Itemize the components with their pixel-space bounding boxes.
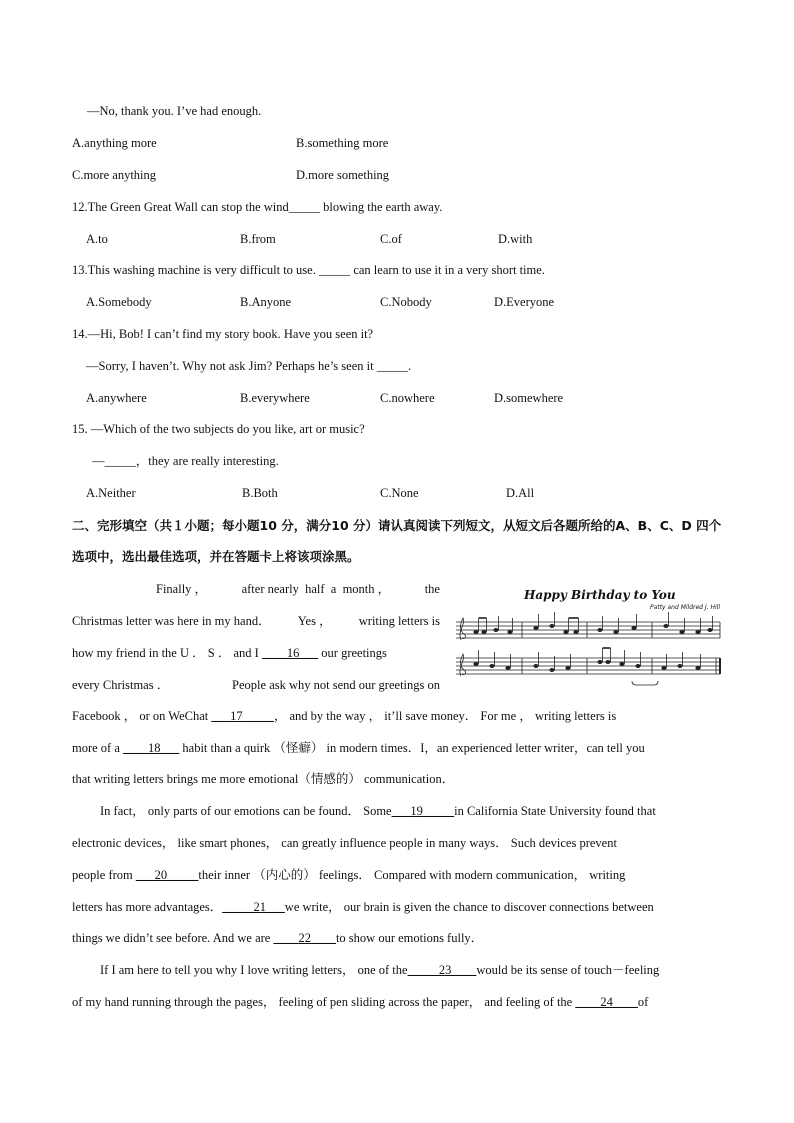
q11-option-c: C.more anything xyxy=(72,168,157,182)
section-2-title: 二、完形填空（共１小题；每小题10 分，满分10 分）请认真阅读下列短文，从短文后各题所给的A、B、C、D 四个选项中，选出最佳选项，并在答题卡上将该项涂黑。 xyxy=(72,518,722,564)
blank-20: ___20_____ xyxy=(135,868,199,882)
passage-p3-line-2 xyxy=(72,994,648,1010)
blank-22: ____22____ xyxy=(273,931,336,945)
q14-option-d: D.somewhere xyxy=(494,391,564,405)
passage-text: in California State University found that xyxy=(454,804,656,818)
passage-text: letters has more advantages． xyxy=(72,900,223,914)
passage-text: would be its sense of touch－feeling xyxy=(476,963,660,977)
q14-reply: —Sorry, I haven’t. Why not ask Jim? Perhaps he’s seen it _____. xyxy=(86,359,412,373)
passage-p2-line-4 xyxy=(72,899,654,915)
q12-option-a: A.to xyxy=(86,232,108,246)
passage-text: habit than a quirk （怪癖） in modern times．I，an experienced letter writer，can tell you xyxy=(179,741,645,755)
q15-stem: 15. —Which of the two subjects do you like, art or music? xyxy=(72,422,365,436)
passage-text: our greetings xyxy=(318,646,387,660)
passage-text: after nearly half a month ， xyxy=(241,582,391,596)
q13-option-c: C.Nobody xyxy=(380,295,432,309)
q14-option-a: A.anywhere xyxy=(86,391,147,405)
blank-24: ____24____ xyxy=(575,995,638,1009)
q12-option-d: D.with xyxy=(498,232,533,246)
q14-stem: 14.—Hi, Bob! I can’t find my story book. Have you seen it? xyxy=(72,327,374,341)
q11-option-a: A.anything more xyxy=(72,136,157,150)
passage-text: ， and by the way ， it’ll save money． For me ， writing letters is xyxy=(273,709,617,723)
passage-p2-line-5 xyxy=(72,930,483,946)
q15-option-b: B.Both xyxy=(242,486,278,500)
q11-option-b: B.something more xyxy=(296,136,389,150)
passage-text: writing letters is xyxy=(358,614,440,628)
passage-text: every Christmas ． xyxy=(72,678,170,692)
q13-stem: 13.This washing machine is very difficult to use. _____ can learn to use it in a very short time. xyxy=(72,263,545,277)
passage-text: Christmas letter was here in my hand． xyxy=(72,614,271,628)
blank-17: ___17_____ xyxy=(211,709,274,723)
passage-line-1 xyxy=(72,581,440,597)
passage-line-5 xyxy=(72,708,616,724)
passage-p3-line-1 xyxy=(100,962,659,978)
passage-line-2 xyxy=(72,613,440,629)
passage-p2-line-1 xyxy=(100,803,656,819)
q13-option-a: A.Somebody xyxy=(86,295,152,309)
blank-23: _____23____ xyxy=(407,963,477,977)
passage-text: of xyxy=(637,995,649,1009)
q11-option-d: D.more something xyxy=(296,168,390,182)
q12-option-c: C.of xyxy=(380,232,402,246)
passage-text: of my hand running through the pages， feeling of pen sliding across the paper， and feeling of the xyxy=(72,995,576,1009)
birthday-song-sheet-music xyxy=(452,586,724,692)
passage-line-3 xyxy=(72,645,387,661)
music-title: Happy Birthday to You xyxy=(524,588,676,602)
passage-text: we write， our brain is given the chance to discover connections between xyxy=(284,900,654,914)
passage-text: In fact， only parts of our emotions can be found． Some xyxy=(100,804,392,818)
blank-18: ____18___ xyxy=(123,741,180,755)
staff-notation-icon xyxy=(452,586,724,692)
passage-text: things we didn’t see before. And we are xyxy=(72,931,274,945)
q15-reply: —_____，they are really interesting. xyxy=(92,454,279,468)
passage-p2-line-3 xyxy=(72,867,625,883)
q11-reply: —No, thank you. I’ve had enough. xyxy=(87,104,262,118)
passage-line-6 xyxy=(72,740,645,756)
passage-text: Facebook ， or on WeChat xyxy=(72,709,212,723)
blank-21: _____21___ xyxy=(222,900,285,914)
blank-19: ___19_____ xyxy=(391,804,455,818)
q13-option-b: B.Anyone xyxy=(240,295,292,309)
q12-option-b: B.from xyxy=(240,232,276,246)
passage-text: people from xyxy=(72,868,136,882)
q15-option-d: D.All xyxy=(506,486,535,500)
passage-text: Yes ， xyxy=(297,614,332,628)
q15-option-a: A.Neither xyxy=(86,486,136,500)
passage-text: their inner （内心的） feelings． Compared with modern communication， writing xyxy=(198,868,626,882)
q14-option-b: B.everywhere xyxy=(240,391,310,405)
passage-text: People ask why not send our greetings on xyxy=(232,678,440,692)
q14-option-c: C.nowhere xyxy=(380,391,435,405)
q12-stem: 12.The Green Great Wall can stop the wind_____ blowing the earth away. xyxy=(72,200,443,214)
passage-text: more of a xyxy=(72,741,124,755)
q15-option-c: C.None xyxy=(380,486,419,500)
passage-text: the xyxy=(424,582,440,596)
passage-text: how my friend in the U ． S ． and I xyxy=(72,646,262,660)
blank-16: ____16___ xyxy=(261,646,319,660)
passage-line-7: that writing letters brings me more emotional（情感的） communication． xyxy=(72,772,455,786)
passage-text: If I am here to tell you why I love writing letters， one of the xyxy=(100,963,408,977)
music-credit: Patty and Mildred J. Hill xyxy=(650,604,720,611)
passage-p2-line-2: electronic devices， like smart phones， can greatly influence people in many ways． Such devices prevent xyxy=(72,836,617,850)
passage-text: Finally ， xyxy=(156,582,208,596)
passage-line-4 xyxy=(72,677,440,693)
passage-text: to show our emotions fully． xyxy=(335,931,484,945)
q13-option-d: D.Everyone xyxy=(494,295,555,309)
